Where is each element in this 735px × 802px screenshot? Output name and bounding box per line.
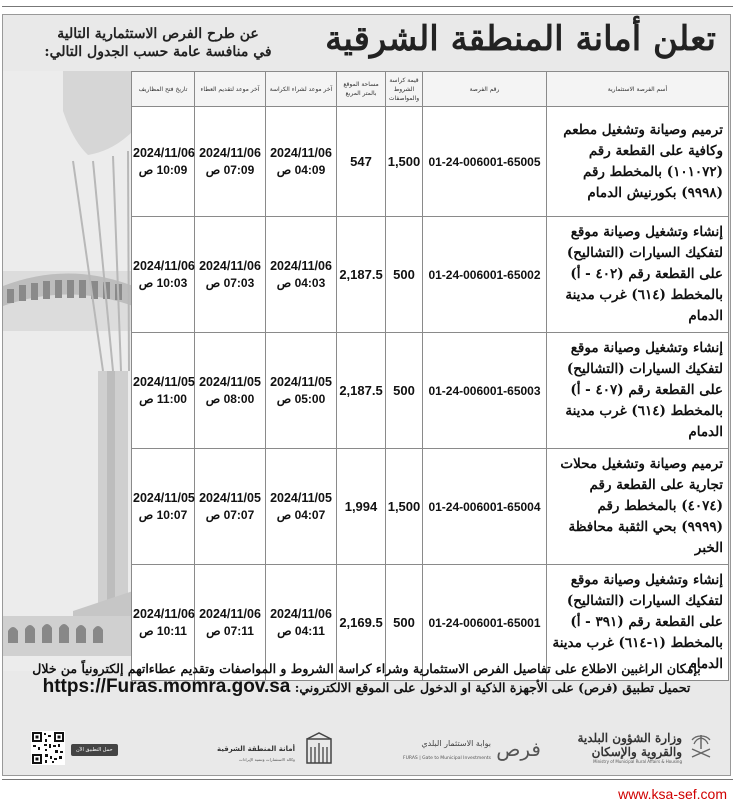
rfp-cell: 01-24-006001-65005	[423, 107, 547, 217]
rfp-cell: 01-24-006001-65004	[423, 449, 547, 565]
amana-name: أمانة المنطقة الشرقية	[217, 745, 295, 753]
submit-cell	[195, 107, 266, 217]
table-row	[132, 217, 729, 333]
submit-date: 2024/11/06	[199, 259, 261, 273]
palm-swords-emblem-icon	[686, 731, 716, 761]
submit-cell	[195, 333, 266, 449]
water-tower-image	[3, 71, 133, 671]
rfp-cell: 01-24-006001-65002	[423, 217, 547, 333]
area-cell: 1,994	[337, 449, 386, 565]
desc-cell: إنشاء وتشغيل وصيانة موقع لتفكيك السيارات (التشاليح) على القطعة رقم (٣٩١ - أ) بالمخطط (١-٦١٤) غرب مدينة الدمام	[547, 565, 729, 681]
furas-wordmark: فرص	[496, 737, 541, 761]
submit-time: 07:09 ص	[205, 163, 255, 177]
buy-time: 04:07 ص	[276, 508, 326, 522]
footer-line-1: بإمكان الراغبين الاطلاع على تفاصيل الفرص الاستثمارية وشراء كراسة الشروط و المواصفات وتقديم عطاءاتهم إلكترونياً من خلال	[32, 661, 701, 676]
col-header-buy: آخر موعد لشراء الكراسة	[266, 72, 337, 107]
ministry-name-line-2: والقروية والإسكان	[591, 745, 682, 759]
open-time: 11:00 ص	[139, 392, 187, 406]
ministry-logo	[566, 731, 716, 764]
buy-date: 2024/11/05	[270, 375, 332, 389]
price-cell: 1,500	[386, 107, 423, 217]
subtitle-line-1: عن طرح الفرص الاستثمارية التالية	[57, 26, 259, 42]
footer-notice	[3, 656, 730, 724]
buy-date: 2024/11/06	[270, 607, 332, 621]
submit-date: 2024/11/05	[199, 375, 261, 389]
open-cell	[132, 107, 195, 217]
open-cell	[132, 217, 195, 333]
advertisement	[2, 14, 731, 776]
open-time: 10:11 ص	[139, 624, 187, 638]
logos-bar	[3, 723, 730, 775]
col-header-area: مساحة الموقع بالمتر المربع	[337, 72, 386, 107]
submit-date: 2024/11/06	[199, 146, 261, 160]
download-app-button[interactable]: حمل التطبيق الآن	[71, 744, 118, 756]
submit-time: 07:07 ص	[205, 508, 255, 522]
buy-cell	[266, 333, 337, 449]
open-time: 10:07 ص	[138, 508, 188, 522]
table-row	[132, 449, 729, 565]
qr-code-icon[interactable]	[31, 731, 65, 765]
buy-time: 04:11 ص	[277, 624, 325, 638]
submit-time: 07:03 ص	[205, 276, 255, 290]
buy-cell	[266, 217, 337, 333]
table-row	[132, 333, 729, 449]
submit-cell	[195, 217, 266, 333]
amana-logo	[199, 731, 339, 769]
area-cell: 2,187.5	[337, 333, 386, 449]
ministry-name-line-1: وزارة الشؤون البلدية	[577, 731, 682, 745]
desc-cell: إنشاء وتشغيل وصيانة موقع لتفكيك السيارات (التشاليح) على القطعة رقم (٤٠٧ - أ) بالمخطط (٦١٤) غرب مدينة الدمام	[547, 333, 729, 449]
col-header-desc: أسم الفرصة الاستثمارية	[547, 72, 729, 107]
submit-date: 2024/11/05	[199, 491, 261, 505]
table-row	[132, 107, 729, 217]
open-date: 2024/11/05	[133, 375, 195, 389]
bottom-rule	[2, 779, 733, 780]
price-cell: 500	[386, 333, 423, 449]
source-website-link[interactable]: www.ksa-sef.com	[618, 786, 727, 802]
area-cell: 2,187.5	[337, 217, 386, 333]
subtitle-line-2: في منافسة عامة حسب الجدول التالي:	[44, 44, 272, 60]
desc-cell: إنشاء وتشغيل وصيانة موقع لتفكيك السيارات (التشاليح) على القطعة رقم (٤٠٢ - أ) بالمخطط (٦١٤) غرب مدينة الدمام	[547, 217, 729, 333]
ad-subtitle	[13, 25, 303, 61]
col-header-price: قيمة كراسة الشروط والمواصفات	[386, 72, 423, 107]
price-cell: 500	[386, 565, 423, 681]
open-time: 10:03 ص	[138, 276, 188, 290]
open-cell	[132, 333, 195, 449]
buy-date: 2024/11/05	[270, 491, 332, 505]
ad-header	[3, 15, 730, 71]
buy-date: 2024/11/06	[270, 259, 332, 273]
area-cell: 547	[337, 107, 386, 217]
footer-line-2	[3, 678, 730, 697]
buy-date: 2024/11/06	[270, 146, 332, 160]
rfp-cell: 01-24-006001-65001	[423, 565, 547, 681]
amana-building-emblem-icon	[299, 731, 339, 769]
furas-website-link[interactable]: https://Furas.momra.gov.sa	[42, 676, 291, 697]
furas-logo	[381, 731, 541, 769]
price-cell: 500	[386, 217, 423, 333]
buy-time: 04:09 ص	[276, 163, 326, 177]
table-header-row	[132, 72, 729, 107]
buy-cell	[266, 449, 337, 565]
furas-tagline-en: FURAS | Gate to Municipal Investments	[403, 756, 491, 761]
submit-cell	[195, 449, 266, 565]
top-rule	[2, 6, 733, 7]
buy-cell	[266, 107, 337, 217]
ministry-name-en: Ministry of Municipal Rural Affairs & Housing	[593, 759, 682, 764]
rfp-cell: 01-24-006001-65003	[423, 333, 547, 449]
col-header-submit: آخر موعد لتقديم العطاء	[195, 72, 266, 107]
amana-subname: وكالة الاستثمارات وتنمية الإيرادات	[238, 757, 295, 762]
col-header-rfp: رقم الفرصة	[423, 72, 547, 107]
open-date: 2024/11/06	[133, 259, 195, 273]
area-cell: 2,169.5	[337, 565, 386, 681]
open-time: 10:09 ص	[138, 163, 188, 177]
col-header-open: تاريخ فتح المظاريف	[132, 72, 195, 107]
footer-line-2-text: تحميل تطبيق (فرص) على الأجهزة الذكية او الدخول على الموقع الالكتروني:	[294, 680, 691, 695]
buy-time: 05:00 ص	[276, 392, 326, 406]
open-date: 2024/11/06	[133, 607, 195, 621]
open-date: 2024/11/06	[133, 146, 195, 160]
price-cell: 1,500	[386, 449, 423, 565]
desc-cell: ترميم وصيانة وتشغيل مطعم وكافية على القطعة رقم (١٠١٠٧٢) بالمخطط رقم (٩٩٩٨) بكورنيش الدمام	[547, 107, 729, 217]
submit-time: 07:11 ص	[206, 624, 254, 638]
open-cell	[132, 449, 195, 565]
submit-date: 2024/11/06	[199, 607, 261, 621]
buy-time: 04:03 ص	[276, 276, 326, 290]
desc-cell: ترميم وصيانة وتشغيل محلات تجارية على القطعة رقم (٤٠٧٤) بالمخطط رقم (٩٩٩٩) بحي الثقبة محافظة الخبر	[547, 449, 729, 565]
opportunities-table	[131, 71, 729, 681]
ad-title: تعلن أمانة المنطقة الشرقية	[325, 19, 716, 59]
submit-time: 08:00 ص	[205, 392, 255, 406]
furas-tagline: بوابة الاستثمار البلدي	[421, 739, 491, 748]
open-date: 2024/11/05	[133, 491, 195, 505]
